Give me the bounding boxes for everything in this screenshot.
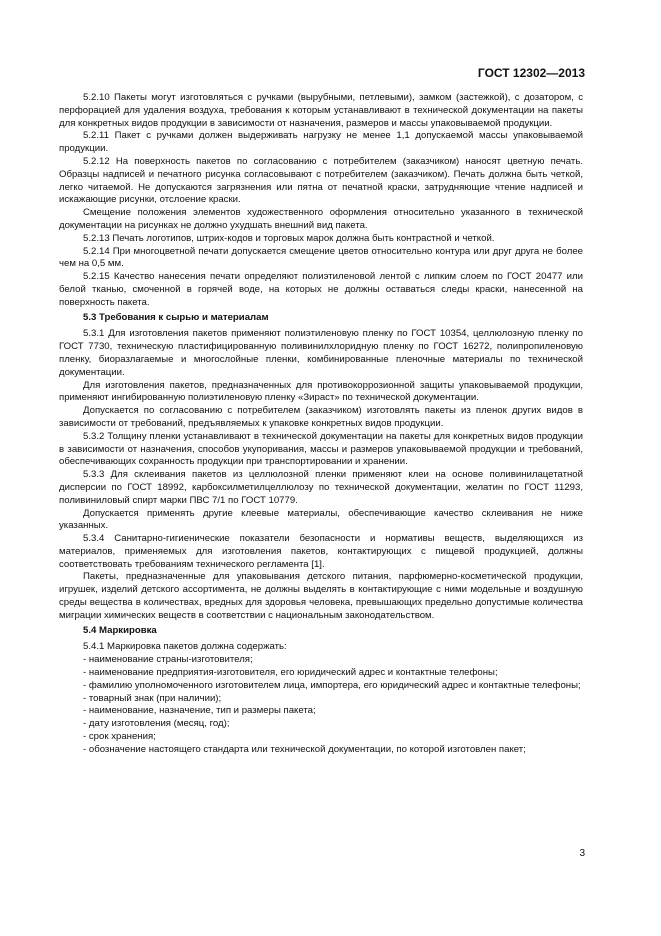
paragraph: 5.2.12 На поверхность пакетов по согласованию с потребителем (заказчиком) наносят цветную печать. Образцы надписей и печатного рисунка согласовывают с потребителем (заказчиком). Печать должна быть четкой, легко читаемой. Не допускаются загрязнения или пятна от печатной краски, затрудняющие чтение надписей и искажающие рисунки, отслоение краски. — [59, 155, 583, 206]
page-number: 3 — [579, 848, 585, 859]
paragraph: - наименование предприятия-изготовителя, его юридический адрес и контактные телефоны; — [83, 667, 498, 679]
paragraph: 5.2.13 Печать логотипов, штрих-кодов и торговых марок должна быть контрастной и четкой. — [83, 232, 495, 244]
paragraph: Для изготовления пакетов, предназначенных для противокоррозионной защиты упаковываемой продукции, применяют ингибированную полиэтиленовую пленку «Зираст» по технической документации. — [59, 379, 583, 404]
paragraph: 5.4.1 Маркировка пакетов должна содержать: — [83, 641, 287, 653]
paragraph: 5.3.1 Для изготовления пакетов применяют полиэтиленовую пленку по ГОСТ 10354, целлюлозную пленку по ГОСТ 7730, техническую пластифицированную поливинилхлоридную пленку по ГОСТ 16272, полипропиленовую пленку, биоразлагаемые и многослойные пленки, комбинированные пленочные материалы по технической документации. — [59, 328, 583, 378]
paragraph: - товарный знак (при наличии); — [83, 692, 222, 704]
paragraph: 5.3.2 Толщину пленки устанавливают в технической документации на пакеты для конкретных видов продукции в зависимости от назначения, способов укупоривания, массы и размеров упаковываемой продукции и требований, обеспечивающих сохранность продукции при транспортировании и хранении. — [59, 430, 583, 468]
paragraph: - фамилию уполномоченного изготовителем лица, импортера, его юридический адрес и контактные телефоны; — [83, 679, 581, 691]
section-heading: 5.4 Маркировка — [83, 624, 157, 636]
paragraph: Пакеты, предназначенные для упаковывания детского питания, парфюмерно-косметической продукции, игрушек, изделий детского ассортимента, не должны выделять в контактирующие с ними модельные и воздушную среды вещества в количествах, вредных для здоровья человека, превышающих предельно допустимые количества миграции химических веществ в соответствии с национальным законодательством. — [59, 571, 583, 621]
paragraph: - наименование, назначение, тип и размеры пакета; — [83, 705, 316, 717]
paragraph: 5.3.3 Для склеивания пакетов из целлюлозной пленки применяют клеи на основе поливинилацетатной дисперсии по ГОСТ 18992, карбоксилметилцеллюлозу по технической документации, желатин по ГОСТ 11293, поливиниловый спирт марки ПВС 7/1 по ГОСТ 10779. — [59, 469, 583, 506]
paragraph: 5.2.15 Качество нанесения печати определяют полиэтиленовой лентой с липким слоем по ГОСТ 20477 или белой тканью, смоченной в горячей воде, на которых не должны оставаться следы краски, нанесенной на поверхность пакета. — [59, 271, 583, 308]
paragraph: - наименование страны-изготовителя; — [83, 654, 253, 666]
paragraph: 5.3.4 Санитарно-гигиенические показатели безопасности и нормативы веществ, выделяющихся из материалов, применяемых для изготовления пакетов, контактирующих с пищевой продукцией, должны соответствовать требованиям технического регламента [1]. — [59, 533, 583, 570]
paragraph: Допускается по согласованию с потребителем (заказчиком) изготовлять пакеты из пленок других видов в зависимости от требований, предъявляемых к упаковке конкретных видов продукции. — [59, 405, 583, 429]
paragraph: - обозначение настоящего стандарта или технической документации, по которой изготовлен пакет; — [83, 743, 526, 755]
document-body — [59, 92, 583, 757]
paragraph: 5.2.10 Пакеты могут изготовляться с ручками (вырубными, петлевыми), замком (застежкой), с дозатором, с перфорацией для удаления воздуха, требования к которым устанавливают в технической документации на пакеты для конкретных видов продукции в зависимости от назначения, размеров и массы упаковываемой продукции. — [59, 92, 583, 129]
paragraph: Допускается применять другие клеевые материалы, обеспечивающие качество склеивания не ниже указанных. — [59, 507, 583, 532]
paragraph: - дату изготовления (месяц, год); — [83, 718, 230, 730]
paragraph: 5.2.11 Пакет с ручками должен выдерживать нагрузку не менее 1,1 допускаемой массы упаковываемой продукции. — [59, 130, 583, 155]
paragraph: 5.2.14 При многоцветной печати допускается смещение цветов относительно контура или друг друга не более чем на 0,5 мм. — [59, 245, 583, 270]
document-code: ГОСТ 12302—2013 — [477, 66, 585, 80]
paragraph: - срок хранения; — [83, 731, 156, 743]
paragraph: Смещение положения элементов художественного оформления относительно указанного в технической документации на рисунках не должно ухудшать внешний вид пакета. — [59, 207, 583, 231]
section-heading: 5.3 Требования к сырью и материалам — [83, 311, 269, 323]
